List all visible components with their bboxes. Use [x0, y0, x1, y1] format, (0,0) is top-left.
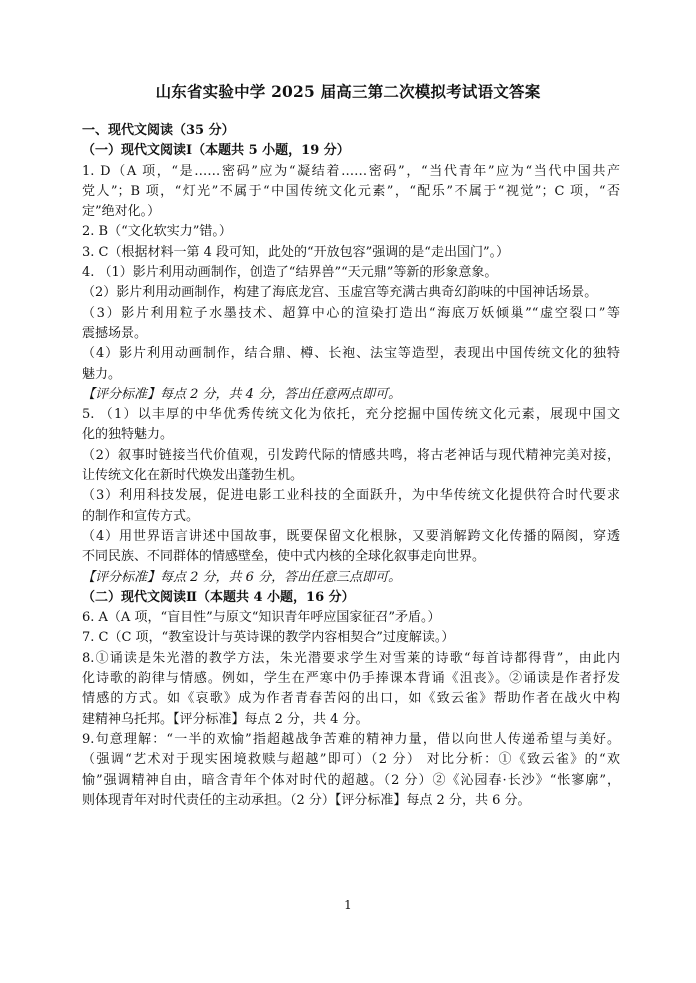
text-line: 震撼场景。: [82, 325, 148, 341]
text-line: 的制作和宣传方式。: [82, 508, 200, 524]
text-line: 化诗歌的韵律与情感。例如，学生在严寒中仍手捧课本背诵《沮丧》。②诵读是作者抒发: [82, 671, 620, 687]
text-line: 党人”；B 项，“灯光”不属于“中国传统文化元素”，“配乐”不属于“视觉”；C 项，“否: [82, 183, 620, 199]
text-line: （一）现代文阅读Ⅰ（本题共 5 小题，19 分）: [82, 143, 350, 159]
text-line: （3）影片利用粒子水墨技术、超算中心的渲染打造出“海底万妖倾巢”“虚空裂口”等: [82, 305, 620, 321]
text-line: 1. D（A 项，“是……密码”应为“凝结着……密码”，“当代青年”应为“当代中国共产: [82, 163, 620, 179]
text-line: 愉”强调精神自由，暗含青年个体对时代的超越。（2 分）②《沁园春·长沙》“怅寥廓”，: [82, 772, 620, 788]
text-line: 化的独特魅力。: [82, 427, 174, 443]
text-line: 9.句意理解：“一半的欢愉”指超越战争苦难的精神力量，借以向世人传递希望与美好。: [82, 731, 620, 747]
text-line: 让传统文化在新时代焕发出蓬勃生机。: [82, 468, 304, 484]
document-title: 山东省实验中学 2025 届高三第二次模拟考试语文答案: [155, 82, 541, 101]
text-line: 5. （1）以丰厚的中华优秀传统文化为依托，充分挖掘中国传统文化元素，展现中国文: [82, 407, 620, 423]
text-line: 4. （1）影片利用动画制作，创造了“结界兽”“天元鼎”等新的形象意象。: [82, 265, 498, 281]
text-line: 一、现代文阅读（35 分）: [82, 123, 235, 138]
text-line: （4）影片利用动画制作，结合鼎、樽、长袍、法宝等造型，表现出中国传统文化的独特: [82, 346, 620, 362]
text-line: （4）用世界语言讲述中国故事，既要保留文化根脉，又要消解跨文化传播的隔阂，穿透: [82, 528, 620, 544]
text-line: （3）利用科技发展，促进电影工业科技的全面跃升，为中华传统文化提供符合时代要求: [82, 488, 620, 504]
text-line: 8.①诵读是朱光潜的教学方法，朱光潜要求学生对雪莱的诗歌“每首诗都得背”，由此内: [82, 650, 620, 666]
text-line: 7. C（C 项，“教室设计与英诗课的教学内容相契合”过度解读。）: [82, 630, 455, 646]
text-line: （2）影片利用动画制作，构建了海底龙宫、玉虚宫等充满古典奇幻韵味的中国神话场景。: [82, 285, 598, 301]
text-line: （2）叙事时链接当代价值观，引发跨代际的情感共鸣，将古老神话与现代精神完美对接，: [82, 447, 620, 463]
text-line: （二）现代文阅读Ⅱ（本题共 4 小题，16 分）: [82, 589, 355, 605]
text-line: 3. C（根据材料一第 4 段可知，此处的“开放包容”强调的是“走出国门”。）: [82, 244, 510, 260]
text-line: 则体现青年对时代责任的主动承担。（2 分）【评分标准】每点 2 分，共 6 分。: [82, 792, 531, 808]
text-line: 建精神乌托邦。【评分标准】每点 2 分，共 4 分。: [82, 711, 369, 727]
text-line: 情感的方式。如《哀歌》成为作者青春苦闷的出口，如《致云雀》帮助作者在战火中构: [82, 691, 620, 707]
answer-content: [82, 121, 620, 811]
text-line: （强调“艺术对于现实困境救赎与超越”即可）（2 分） 对比分析：①《致云雀》的“欢: [82, 752, 620, 768]
text-line: 定”绝对化。）: [82, 204, 161, 220]
text-line: 魅力。: [82, 366, 122, 382]
text-line: 2. B（“文化软实力”错。）: [82, 224, 232, 240]
text-line: 【评分标准】每点 2 分，共 6 分，答出任意三点即可。: [82, 569, 402, 585]
text-line: 【评分标准】每点 2 分，共 4 分，答出任意两点即可。: [82, 386, 402, 402]
page-number: 1: [344, 898, 352, 912]
text-line: 6. A（A 项，“盲目性”与原文“知识青年呼应国家征召”矛盾。）: [82, 610, 441, 626]
text-line: 不同民族、不同群体的情感壁垒，使中式内核的全球化叙事走向世界。: [82, 549, 486, 565]
